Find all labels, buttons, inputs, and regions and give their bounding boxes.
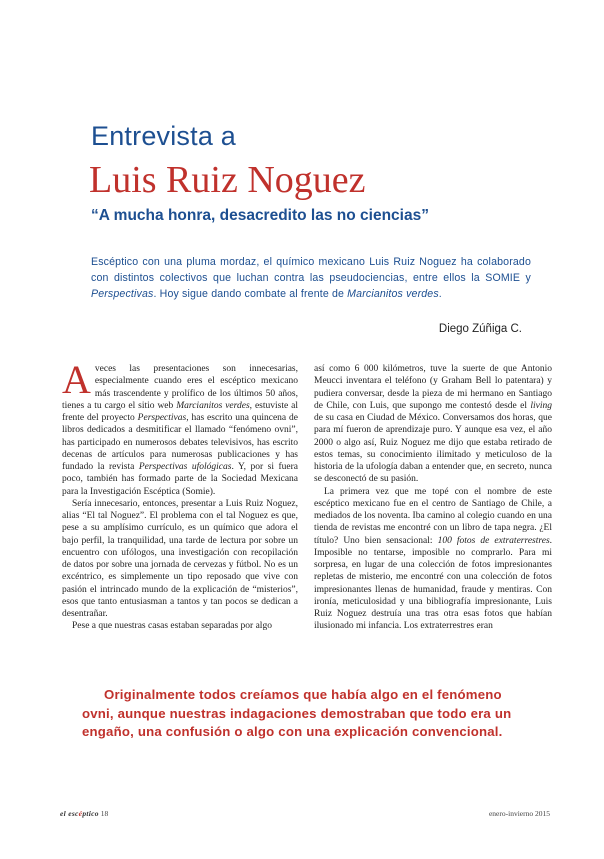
body-text: de su casa en Ciudad de México. Conversamos dos horas, que para mí fueron de aprendizaje puro. Y aunque esa vez, el año 2000 o algo así, Ruiz Noguez me dijo que estaba retirado de estos temas, su conocimiento ilimitado y meticuloso de la historia de la ufología daban a entender que, en secreto, nunca se desconectó de su pasión. (314, 413, 552, 485)
body-text: , has escrito una quincena de libros dedicados a desmitificar el llamado “fenómeno ovni”, has participado en numerosos debates televisivos, has escrito decenas de artículos para numerosas publicaciones y has fundado la revista (62, 413, 298, 472)
body-italic: Marcianitos verdes (176, 400, 250, 411)
intro-text-2: . Hoy sigue dando combate al frente de (153, 288, 348, 300)
footer-left (60, 809, 108, 818)
intro-italic-marcianitos: Marcianitos verdes (347, 288, 439, 300)
magazine-name-part: el esc (60, 809, 79, 818)
body-text: La primera vez que me topé con el nombre de este escéptico mexicano fue en el centro de Santiago de Chile, a mediados de los noventa. Iba camino al colegio cuando en una tienda de revistas me encontré con un libro de tapa negra. ¿El título? Uno bien sensacional: (314, 486, 552, 546)
body-column-right (314, 363, 552, 633)
article-kicker: Entrevista a (91, 121, 236, 151)
intro-text-3: . (438, 288, 442, 300)
body-paragraph (62, 357, 299, 498)
body-text: . Imposible no tentarse, imposible no comprarlo. Para mi sorpresa, en lugar de una colección de fotos impresionantes repletas de misterio, me encontré con una colección de fotos impresionantes llenas de humanidad, fraude y mentiras. Con ironía, meticulosidad y una bibliografía impresionante, Luis Ruiz Noguez destruía una tras otra esas fotos que habían ilusionado mi infancia. Los extraterrestres eran (314, 535, 553, 632)
pull-quote-line: Originalmente todos creíamos que había algo en el fenómeno (104, 687, 502, 702)
body-text: veces las presentaciones son innecesarias, especialmente cuando eres el escéptico mexicano más trascendente y prolífico de los últimos 50 años, tienes a tu cargo el sitio web (62, 364, 298, 411)
magazine-name (60, 809, 99, 818)
magazine-name-accent: é (78, 809, 83, 818)
pull-quote-line: ovni, aunque nuestras indagaciones demostraban que todo era un (82, 705, 512, 721)
body-paragraph: Pese a que nuestras casas estaban separadas por algo (72, 621, 272, 632)
issue-date: enero-invierno 2015 (488, 809, 550, 818)
body-italic: Perspectivas ufológicas (138, 462, 232, 472)
body-italic: 100 fotos de extraterrestres (437, 535, 550, 546)
body-paragraph (314, 363, 552, 486)
body-text: así como 6 000 kilómetros, tuve la suerte de que Antonio Meucci inventara el teléfono (y Graham Bell lo patentara) y pudiera conversar, desde la pieza de mi hermano en Santiago de Chile, con Luis, que supongo me contestó desde el (314, 364, 552, 411)
body-paragraph: Sería innecesario, entonces, presentar a Luis Ruiz Noguez, alias “El tal Noguez”. El problema con el tal Noguez es que, pese a su amplísimo currículo, es un químico que adora el bajo perfil, la tranquilidad, una tarde de lectura por sobre un encuentro con ufólogos, una investigación con recopilación de datos por sobre una jornada de cervezas y fútbol. No es un excéntrico, es simplemente un tipo reposado que vive con pasión el intrincado mundo de la explicación de “misterios”, esos que tanto entusiasman a tantos y tan pocos se dedican a desentrañar. (62, 498, 298, 619)
article-author: Diego Zúñiga C. (438, 323, 522, 335)
body-text: . Y, por si fuera poco, también has formado parte de la Sociedad Mexicana para la Investigación Escéptica (Somie). (62, 462, 299, 497)
body-italic: Perspectivas (137, 413, 187, 423)
intro-italic-perspectivas: Perspectivas (91, 288, 154, 300)
article-title: Luis Ruiz Noguez (89, 159, 366, 201)
drop-cap: A (62, 357, 91, 402)
body-column-left (62, 357, 299, 633)
pull-quote-line: engaño, una confusión o algo con una explicación convencional. (82, 724, 503, 739)
article-intro (91, 254, 531, 302)
body-italic: living (530, 400, 552, 411)
body-text: , estuviste al frente del proyecto (62, 400, 298, 423)
body-paragraph (314, 486, 552, 633)
article-subtitle: “A mucha honra, desacredito las no ciencias” (91, 207, 429, 224)
magazine-name-part: ptico (82, 809, 99, 818)
pull-quote (82, 686, 532, 742)
page-number: 18 (100, 809, 109, 818)
intro-text-1: Escéptico con una pluma mordaz, el químico mexicano Luis Ruiz Noguez ha colaborado con distintos colectivos que luchan contra las pseudociencias, entre ellos la SOMIE y (91, 256, 531, 284)
